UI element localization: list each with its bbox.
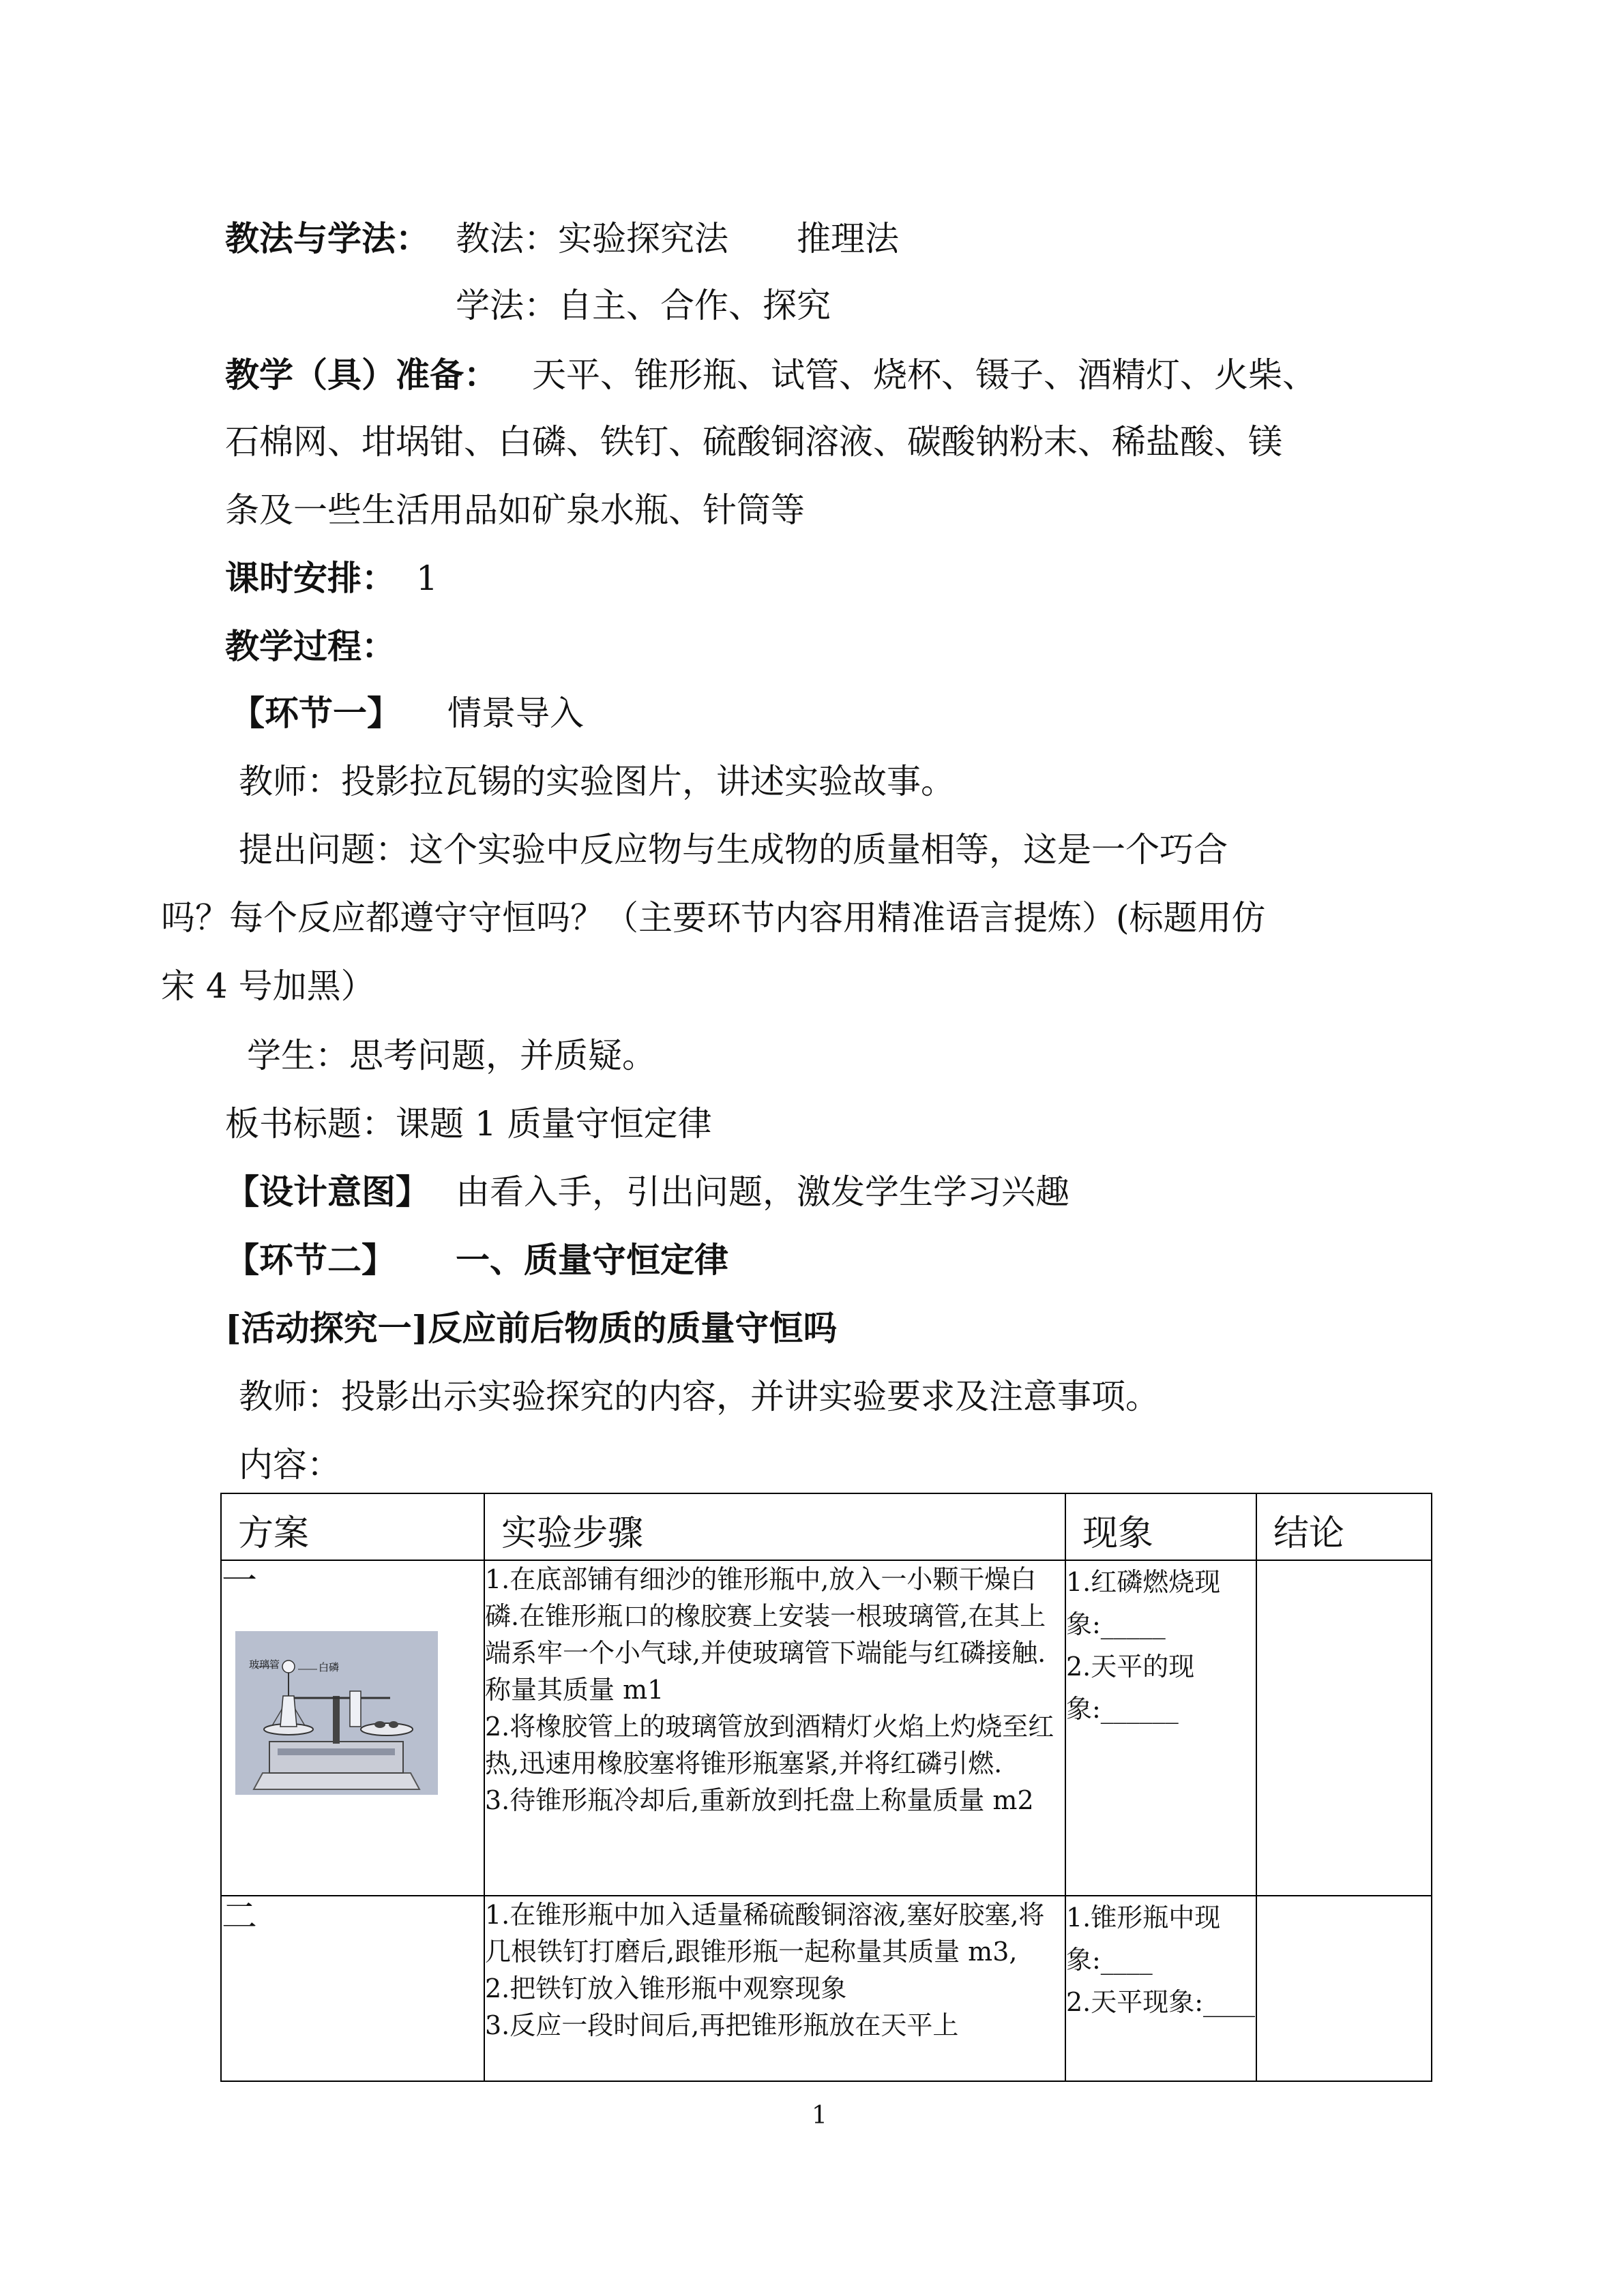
plan-cell [221,1896,484,2081]
question-line-1: 提出问题：这个实验中反应物与生成物的质量相等，这是一个巧合 [239,830,1228,869]
phenomenon-item: 1.锥形瓶中现象:____ [1066,1903,1221,1975]
hours-value: 1 [416,558,438,598]
balance-scale-icon [235,1631,438,1795]
content-label: 内容： [239,1445,341,1485]
phenomenon-cell [1065,1896,1256,2081]
figure-label-glass-tube: 玻璃管 [249,1658,280,1671]
prep-line-2: 石棉网、坩埚钳、白磷、铁钉、硫酸铜溶液、碳酸钠粉末、稀盐酸、镁 [225,422,1282,462]
question-line-3: 宋 4 号加黑） [161,966,375,1006]
conclusion-cell [1256,1560,1432,1896]
phenomenon-cell [1065,1560,1256,1896]
page-number: 1 [812,2102,827,2130]
steps-cell [484,1896,1065,2081]
conclusion-cell [1256,1896,1432,2081]
step-item: 2.把铁钉放入锥形瓶中观察现象 [485,1973,847,2003]
header-steps: 实验步骤 [484,1493,1065,1560]
methods-teach: 教法：实验探究法 推理法 [456,219,899,258]
student-line-1: 学生：思考问题，并质疑。 [247,1036,656,1075]
process-label: 教学过程： [225,626,396,666]
methods-label: 教法与学法： [225,218,430,258]
header-plan: 方案 [221,1493,484,1560]
step-item: 2.将橡胶管上的玻璃管放到酒精灯火焰上灼烧至红热,迅速用橡胶塞将锥形瓶塞紧,并将红磷引燃. [485,1712,1054,1778]
phenomenon-item: 2.天平的现象:______ [1066,1652,1195,1724]
plan-number: 二 [222,1896,258,1937]
activity-title: [活动探究一]反应前后物质的质量守恒吗 [225,1308,838,1348]
phenomenon-item: 2.天平现象:____ [1066,1987,1256,2017]
design-label: 【设计意图】 [225,1172,430,1212]
teacher-line-1: 教师：投影拉瓦锡的实验图片，讲述实验故事。 [239,762,955,801]
steps-cell [484,1560,1065,1896]
step2-label: 【环节二】 [225,1240,396,1280]
question-line-2: 吗？每个反应都遵守守恒吗？（主要环节内容用精准语言提炼）(标题用仿 [161,898,1266,938]
step-item: 1.在锥形瓶中加入适量稀硫酸铜溶液,塞好胶塞,将几根铁钉打磨后,跟锥形瓶一起称量其质量 m3, [485,1900,1045,1967]
header-phenomenon: 现象 [1065,1493,1256,1560]
step1-label: 【环节一】 [231,693,401,733]
step-item: 3.反应一段时间后,再把锥形瓶放在天平上 [485,2010,959,2040]
plan-number: 一 [222,1561,258,1602]
step-item: 1.在底部铺有细沙的锥形瓶中,放入一小颗干燥白磷.在锥形瓶口的橡胶赛上安装一根玻璃管,在其上端系牢一个小气球,并使玻璃管下端能与红磷接触.称量其质量 m1 [485,1564,1046,1705]
phenomenon-item: 1.红磷燃烧现象:_____ [1066,1567,1221,1639]
prep-line-1: 天平、锥形瓶、试管、烧杯、镊子、酒精灯、火柴、 [532,355,1316,395]
step1-title: 情景导入 [447,694,584,733]
figure-label-white-phosphorus: 白磷 [319,1661,340,1673]
step2-title: 一、质量守恒定律 [456,1240,728,1280]
header-conclusion: 结论 [1256,1493,1432,1560]
design-text: 由看入手，引出问题，激发学生学习兴趣 [456,1172,1069,1212]
step-item: 3.待锥形瓶冷却后,重新放到托盘上称量质量 m2 [485,1785,1034,1815]
prep-line-3: 条及一些生活用品如矿泉水瓶、针筒等 [225,490,805,530]
balance-scale-figure [235,1631,438,1795]
teacher-line-2: 教师：投影出示实验探究的内容，并讲实验要求及注意事项。 [239,1377,1160,1416]
table-header-row [221,1493,1432,1560]
table-row [221,1896,1432,2081]
methods-learn: 学法：自主、合作、探究 [456,286,831,325]
hours-label: 课时安排： [225,558,396,598]
prep-label: 教学（具）准备： [225,355,498,395]
board-title: 板书标题：课题 1 质量守恒定律 [225,1104,712,1144]
